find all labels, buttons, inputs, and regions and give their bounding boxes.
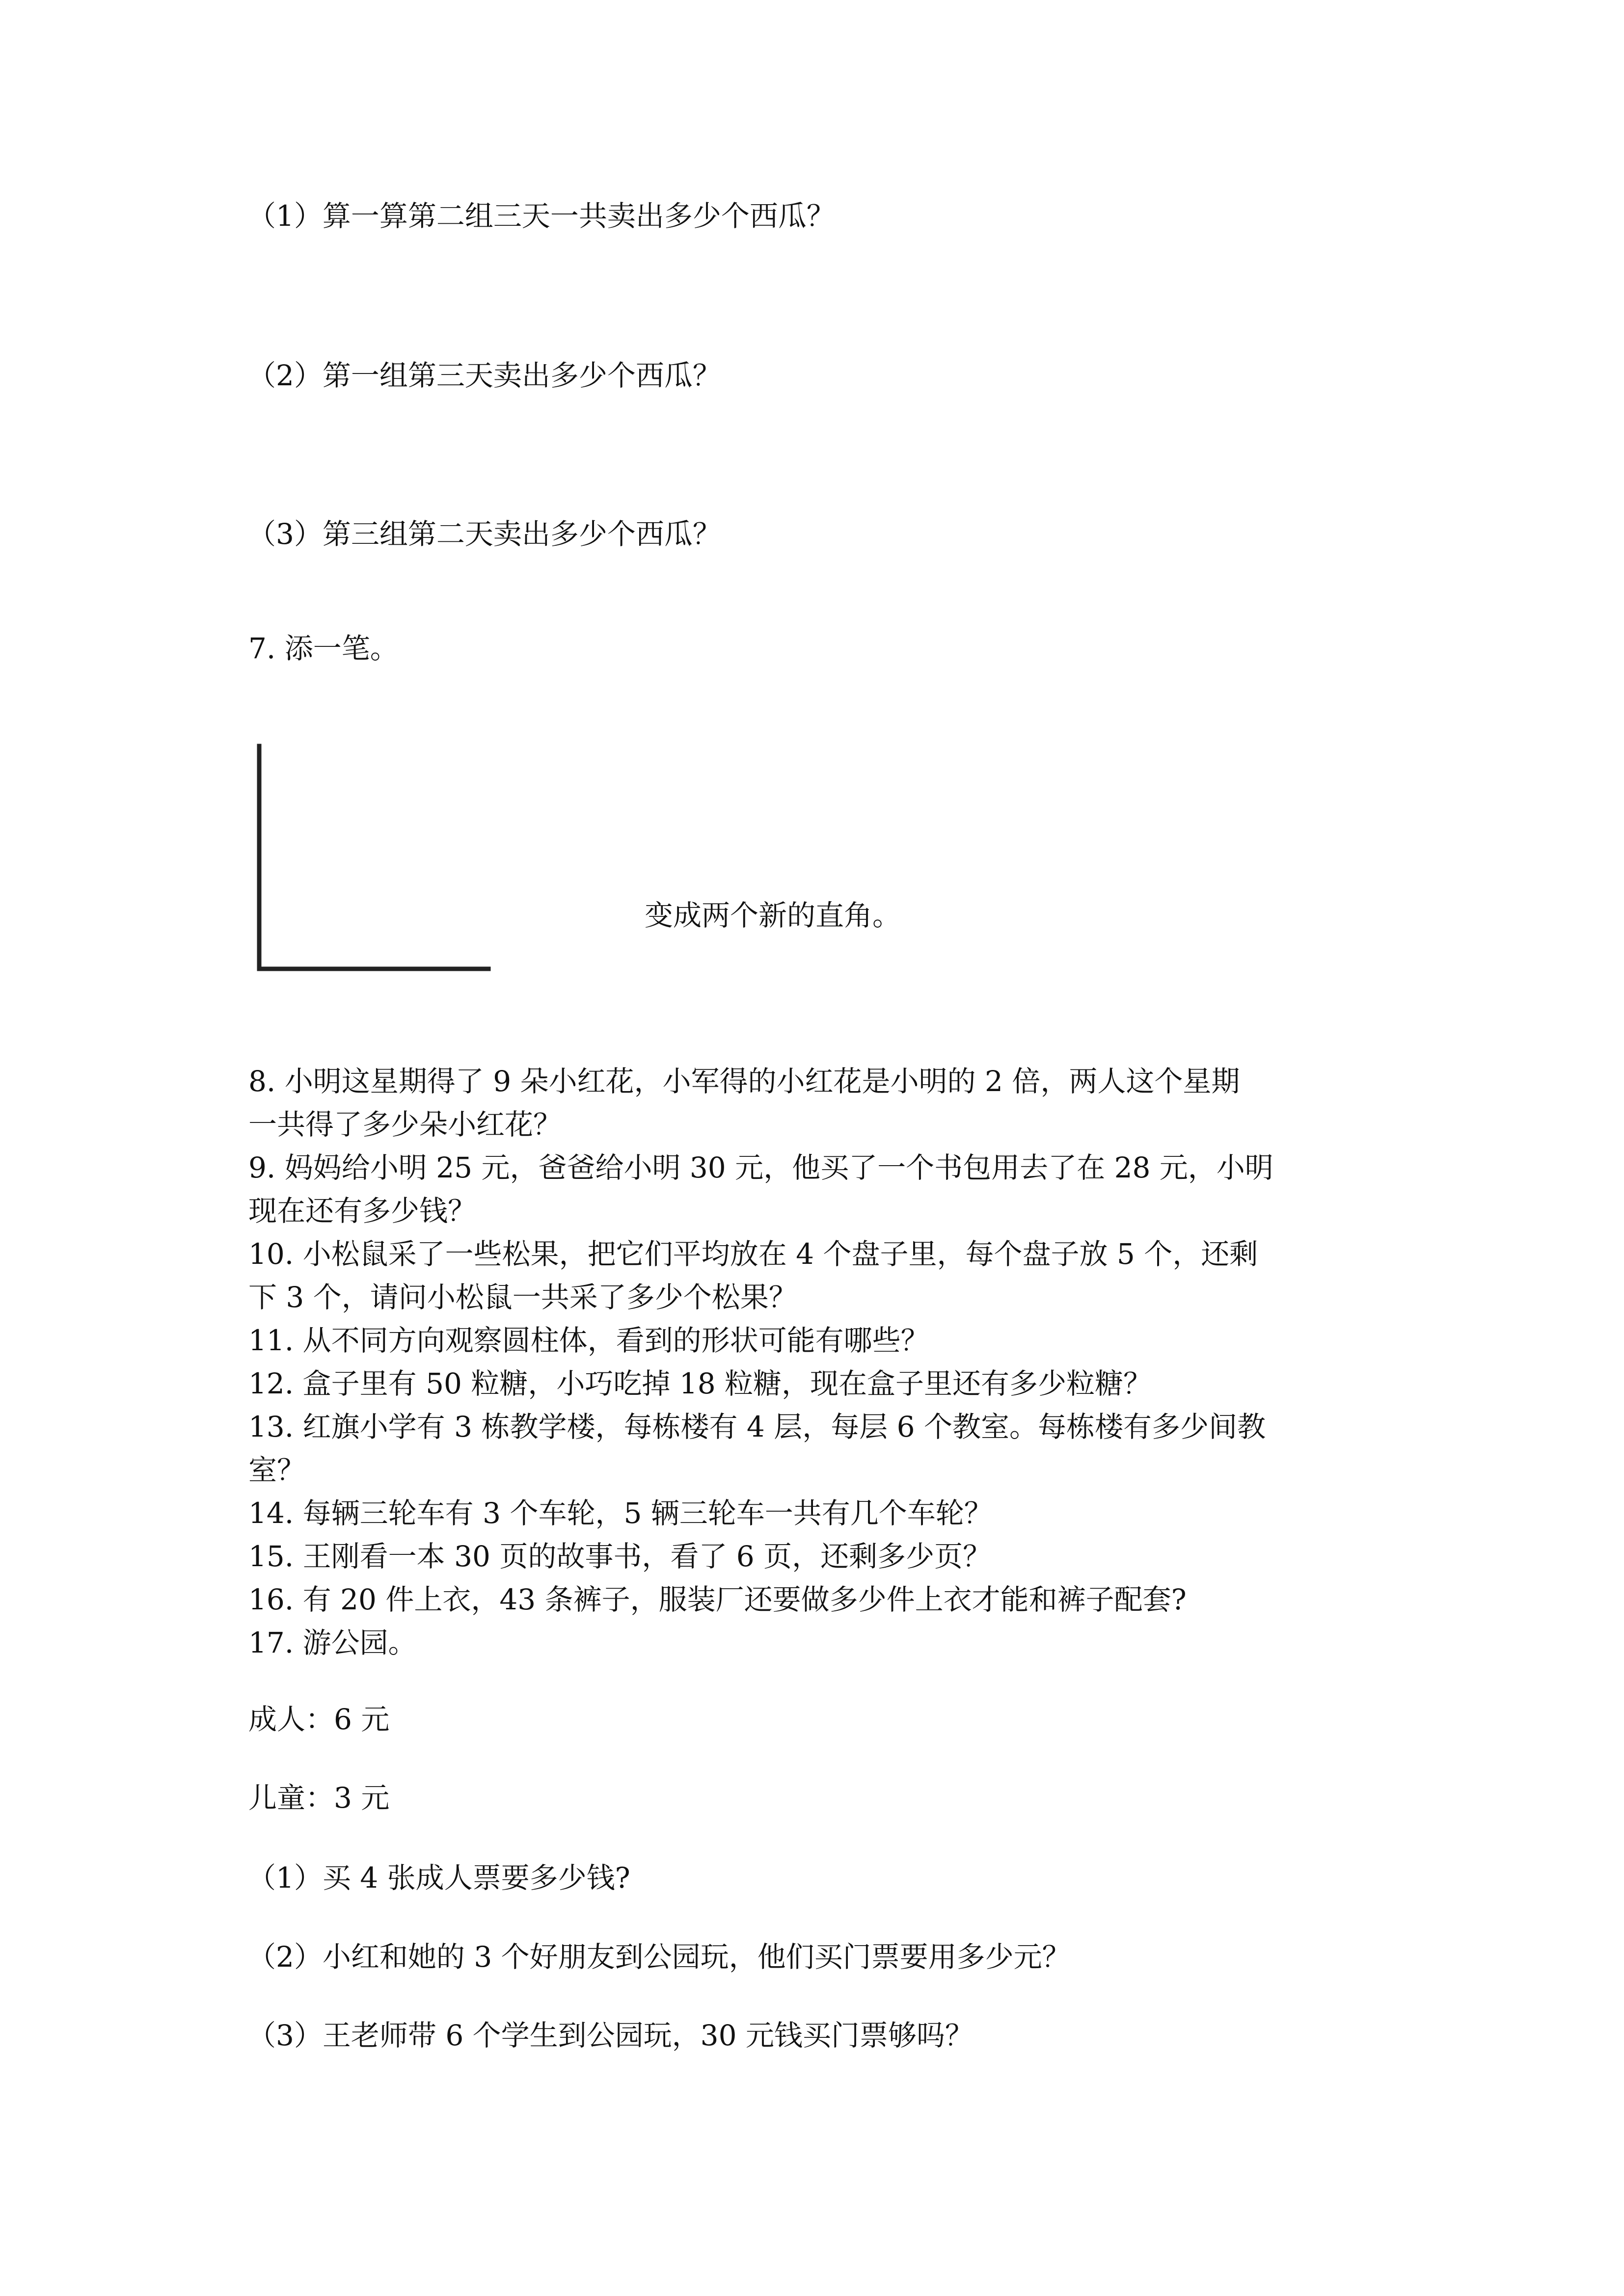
park-question-1: （1）买 4 张成人票要多少钱? <box>247 1861 630 1895</box>
problem-15: 15. 王刚看一本 30 页的故事书，看了 6 页，还剩多少页？ <box>248 1540 992 1573</box>
problem-10-line-1: 10. 小松鼠采了一些松果，把它们平均放在 4 个盘子里，每个盘子放 5 个，还剩 <box>248 1237 1258 1271</box>
problem-7-caption: 变成两个新的直角。 <box>645 899 901 932</box>
child-ticket-price: 儿童：3 元 <box>248 1781 390 1815</box>
problem-17-title: 17. 游公园。 <box>248 1626 417 1659</box>
problem-12: 12. 盒子里有 50 粒糖，小巧吃掉 18 粒糖，现在盒子里还有多少粒糖？ <box>248 1367 1152 1400</box>
watermelon-question-1: （1）算一算第二组三天一共卖出多少个西瓜？ <box>247 199 835 233</box>
park-question-3: （3）王老师带 6 个学生到公园玩，30 元钱买门票够吗？ <box>247 2019 974 2052</box>
problem-8-line-1: 8. 小明这星期得了 9 朵小红花，小军得的小红花是小明的 2 倍，两人这个星期 <box>248 1065 1240 1098</box>
problem-13-line-2: 室？ <box>248 1453 306 1487</box>
problem-13-line-1: 13. 红旗小学有 3 栋教学楼，每栋楼有 4 层，每层 6 个教室。每栋楼有多少间教 <box>248 1410 1266 1443</box>
problem-11: 11. 从不同方向观察圆柱体，看到的形状可能有哪些？ <box>248 1324 929 1357</box>
problem-7-title: 7. 添一笔。 <box>248 632 399 665</box>
adult-ticket-price: 成人：6 元 <box>248 1703 390 1736</box>
watermelon-question-3: （3）第三组第二天卖出多少个西瓜？ <box>247 517 721 551</box>
park-question-2: （2）小红和她的 3 个好朋友到公园玩，他们买门票要用多少元？ <box>247 1940 1071 1974</box>
problem-9-line-2: 现在还有多少钱？ <box>248 1194 477 1228</box>
problem-10-line-2: 下 3 个，请问小松鼠一共采了多少个松果？ <box>248 1281 797 1314</box>
watermelon-question-2: （2）第一组第三天卖出多少个西瓜？ <box>247 359 721 392</box>
problem-8-line-2: 一共得了多少朵小红花？ <box>248 1108 562 1141</box>
problem-14: 14. 每辆三轮车有 3 个车轮，5 辆三轮车一共有几个车轮？ <box>248 1496 993 1530</box>
problem-16: 16. 有 20 件上衣，43 条裤子，服装厂还要做多少件上衣才能和裤子配套? <box>248 1583 1187 1616</box>
problem-9-line-1: 9. 妈妈给小明 25 元，爸爸给小明 30 元，他买了一个书包用去了在 28 元，小明 <box>248 1151 1273 1184</box>
